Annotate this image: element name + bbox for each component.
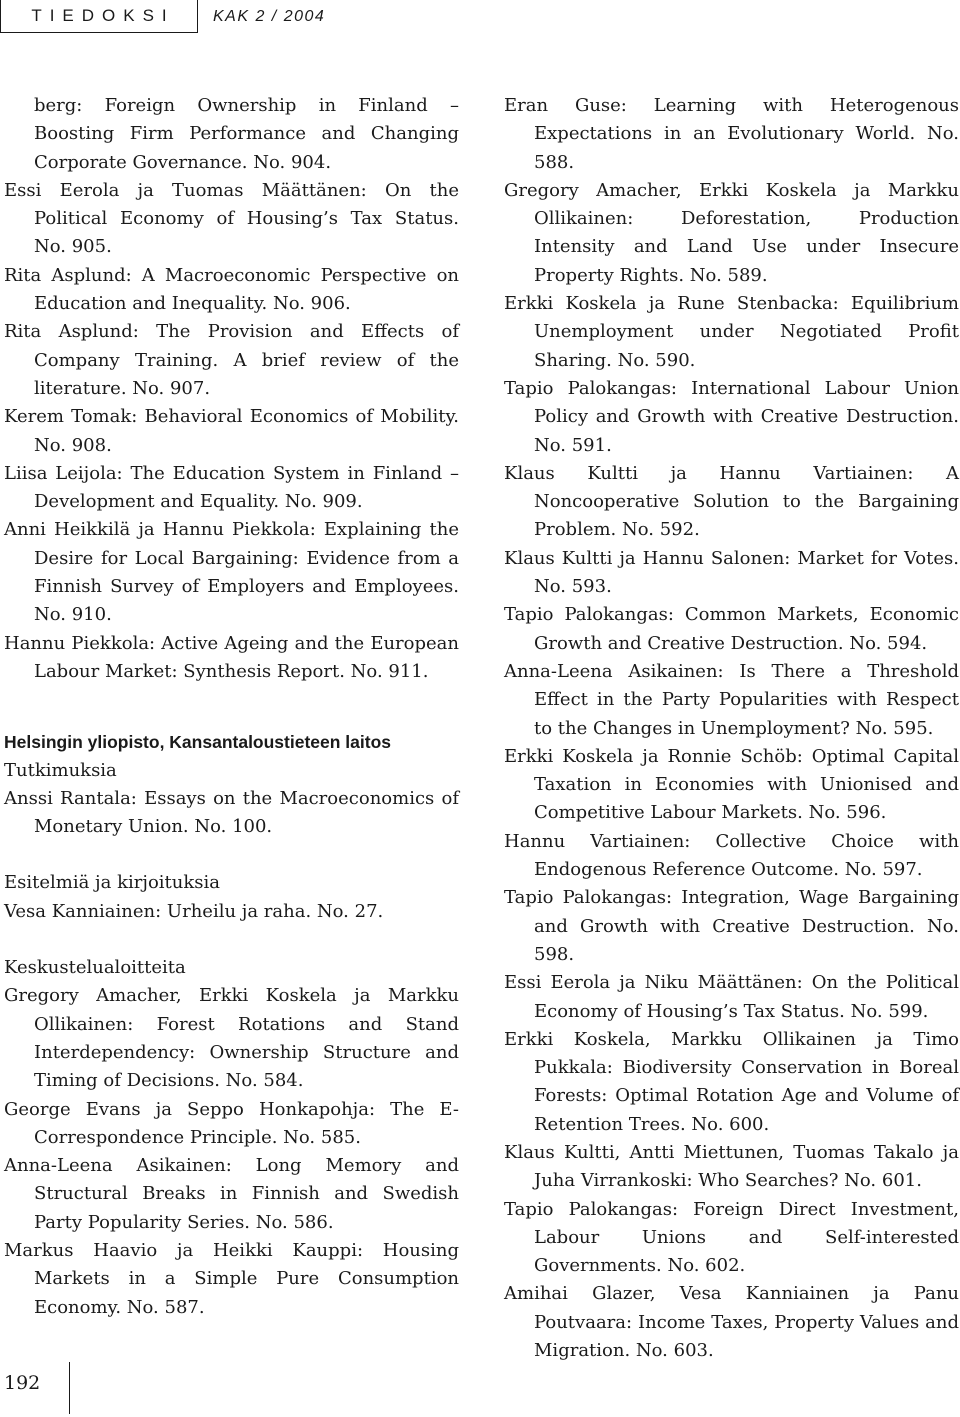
list-item: Essi Eerola ja Niku Määttänen: On the Political Economy of Housing’s Tax Status. No. 599. [504, 972, 959, 1022]
list-item: Tapio Palokangas: Common Markets, Economic Growth and Creative Destruction. No. 594. [504, 604, 959, 654]
page-number: 192 [4, 1372, 41, 1394]
list-item: Eran Guse: Learning with Heterogenous Expectations in an Evolutionary World. No. 588. [504, 95, 959, 173]
list-item: George Evans ja Seppo Honkapohja: The E-Correspondence Principle. No. 585. [4, 1098, 459, 1148]
left-column [4, 92, 459, 1322]
list-item: Anna-Leena Asikainen: Is There a Threshold Effect in the Party Popularities with Respect to the Changes in Unemployment? No. 595. [504, 660, 959, 739]
list-item: Markus Haavio ja Heikki Kauppi: Housing Markets in a Simple Pure Consumption Economy. No. 587. [4, 1239, 459, 1318]
section-label: TIEDOKSI [0, 0, 198, 33]
list-item: Rita Asplund: The Provision and Effects of Company Training. A brief review of the literature. No. 907. [4, 321, 459, 399]
list-item: Tapio Palokangas: International Labour Union Policy and Growth with Creative Destruction. No. 591. [504, 377, 959, 456]
list-item: Vesa Kanniainen: Urheilu ja raha. No. 27. [4, 900, 384, 922]
list-item: Hannu Vartiainen: Collective Choice with Endogenous Reference Outcome. No. 597. [504, 830, 959, 881]
list-item: Klaus Kultti ja Hannu Salonen: Market for Votes. No. 593. [504, 547, 959, 598]
list-item: Rita Asplund: A Macroeconomic Perspective on Education and Inequality. No. 906. [4, 264, 459, 315]
section-heading-esitelmia: Esitelmiä ja kirjoituksia [4, 872, 220, 894]
list-item: Amihai Glazer, Vesa Kanniainen ja Panu Poutvaara: Income Taxes, Property Values and Migration. No. 603. [504, 1283, 959, 1362]
list-item: Kerem Tomak: Behavioral Economics of Mobility. No. 908. [4, 406, 459, 456]
right-column [504, 92, 959, 1365]
list-item: Essi Eerola ja Tuomas Määttänen: On the Political Economy of Housing’s Tax Status. No. 905. [4, 179, 459, 258]
section-heading-keskustelualoitteita: Keskustelualoitteita [4, 957, 186, 979]
list-item: Klaus Kultti, Antti Miettunen, Tuomas Takalo ja Juha Virrankoski: Who Searches? No. 601. [504, 1141, 959, 1192]
list-item: Hannu Piekkola: Active Ageing and the European Labour Market: Synthesis Report. No. 911. [4, 632, 459, 682]
institution-heading: Helsingin yliopisto, Kansantaloustieteen laitos [4, 732, 392, 753]
running-header [0, 0, 325, 33]
list-item: Erkki Koskela ja Rune Stenbacka: Equilibrium Unemployment under Negotiated Profit Sharing. No. 590. [504, 293, 959, 371]
list-item: Erkki Koskela ja Ronnie Schöb: Optimal Capital Taxation in Economies with Unionised and Competitive Labour Markets. No. 596. [504, 745, 959, 824]
list-item: berg: Foreign Ownership in Finland – Boosting Firm Performance and Changing Corporate Governance. No. 904. [34, 95, 459, 173]
list-item: Tapio Palokangas: Foreign Direct Investment, Labour Unions and Self-interested Governments. No. 602. [504, 1198, 959, 1277]
section-heading-tutkimuksia: Tutkimuksia [4, 759, 117, 781]
list-item: Klaus Kultti ja Hannu Vartiainen: A Noncooperative Solution to the Bargaining Problem. No. 592. [504, 462, 959, 541]
footer-divider [69, 1362, 70, 1414]
list-item: Anna-Leena Asikainen: Long Memory and Structural Breaks in Finnish and Swedish Party Popularity Series. No. 586. [4, 1155, 459, 1233]
list-item: Tapio Palokangas: Integration, Wage Bargaining and Growth with Creative Destruction. No. 598. [504, 887, 959, 965]
page-footer [0, 1362, 70, 1417]
list-item: Liisa Leijola: The Education System in Finland – Development and Equality. No. 909. [4, 462, 459, 513]
list-item: Gregory Amacher, Erkki Koskela ja Markku Ollikainen: Forest Rotations and Stand Interdependency: Ownership Structure and Timing of Decisions. No. 584. [4, 985, 459, 1092]
list-item: Gregory Amacher, Erkki Koskela ja Markku Ollikainen: Deforestation, Production Intensity and Land Use under Insecure Property Rights. No. 589. [504, 179, 959, 286]
list-item: Anni Heikkilä ja Hannu Piekkola: Explaining the Desire for Local Bargaining: Evidence from a Finnish Survey of Employers and Employees. No. 910. [4, 519, 459, 626]
list-item: Anssi Rantala: Essays on the Macroeconomics of Monetary Union. No. 100. [4, 787, 459, 838]
list-item: Erkki Koskela, Markku Ollikainen ja Timo Pukkala: Biodiversity Conservation in Boreal Forests: Optimal Rotation Age and Volume of Retention Trees. No. 600. [504, 1028, 959, 1135]
issue-label: KAK 2 / 2004 [213, 7, 326, 25]
